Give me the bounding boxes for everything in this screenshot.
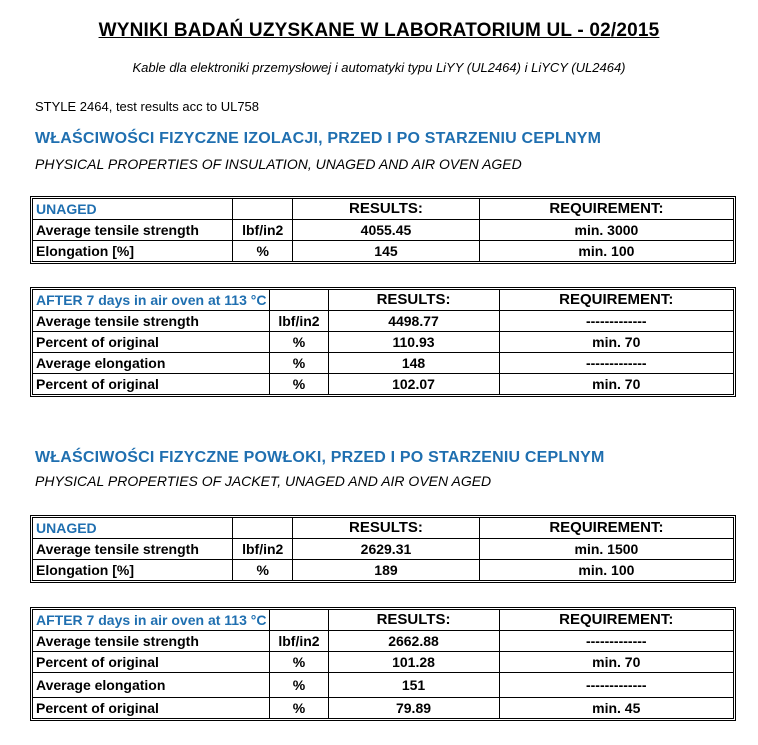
table-row — [33, 698, 733, 718]
result-cell: 110.93 — [329, 332, 500, 353]
table-header-results: RESULTS: — [329, 610, 500, 631]
table-header-requirement: REQUIREMENT: — [500, 610, 733, 631]
jacket-aged-table — [30, 607, 736, 721]
table-header-row — [33, 610, 733, 631]
requirement-cell: ------------- — [500, 673, 733, 698]
unit-cell: lbf/in2 — [270, 631, 328, 652]
property-cell: Average tensile strength — [33, 311, 270, 332]
table-row — [33, 374, 733, 394]
table-row — [33, 539, 733, 560]
requirement-cell: min. 1500 — [480, 539, 733, 560]
table-header-unit — [270, 290, 328, 311]
requirement-cell: min. 100 — [578, 243, 635, 259]
result-cell: 2662.88 — [329, 631, 500, 652]
unit-cell: % — [233, 241, 293, 261]
table-header-results: RESULTS: — [329, 290, 500, 311]
property-cell: Percent of original — [33, 698, 270, 718]
requirement-cell: min. 70 — [500, 332, 733, 353]
page-title: WYNIKI BADAŃ UZYSKANE W LABORATORIUM UL - 02/2015 — [98, 20, 660, 41]
unit-cell: % — [270, 698, 328, 718]
table-header-row — [33, 199, 733, 220]
property-cell: Average tensile strength — [33, 539, 233, 560]
property-cell: Percent of original — [33, 332, 270, 353]
requirement-cell: min. 70 — [500, 652, 733, 673]
table-header-unit — [270, 610, 328, 631]
unit-cell: % — [270, 353, 328, 374]
jacket-subheading: PHYSICAL PROPERTIES OF JACKET, UNAGED AND AIR OVEN AGED — [35, 473, 492, 489]
requirement-cell: min. 45 — [592, 700, 641, 716]
table-row — [33, 353, 733, 374]
result-cell: 4055.45 — [293, 220, 480, 241]
table-header-unit — [233, 199, 293, 220]
jacket-unaged-table — [30, 515, 736, 583]
table-row — [33, 311, 733, 332]
property-cell: Percent of original — [33, 652, 270, 673]
table-header-label: UNAGED — [33, 518, 233, 539]
unit-cell: % — [270, 374, 328, 394]
unit-cell: % — [233, 560, 293, 580]
result-cell: 145 — [293, 241, 480, 261]
table-row — [33, 673, 733, 698]
table-row — [33, 631, 733, 652]
result-cell: 2629.31 — [293, 539, 480, 560]
table-header-label: AFTER 7 days in air oven at 113 °C — [33, 610, 270, 631]
requirement-cell: min. 3000 — [480, 220, 733, 241]
insulation-aged-table — [30, 287, 736, 397]
result-cell: 151 — [329, 673, 500, 698]
table-header-row — [33, 518, 733, 539]
property-cell: Average tensile strength — [33, 220, 233, 241]
table-header-results: RESULTS: — [293, 199, 480, 220]
property-cell: Average elongation — [33, 353, 270, 374]
table-row — [33, 332, 733, 353]
property-cell: Average tensile strength — [33, 631, 270, 652]
table-row — [33, 560, 733, 580]
result-cell: 4498.77 — [329, 311, 500, 332]
table-header-requirement: REQUIREMENT: — [500, 290, 733, 311]
unit-cell: lbf/in2 — [270, 311, 328, 332]
requirement-cell: min. 70 — [592, 376, 641, 392]
unit-cell: % — [270, 652, 328, 673]
table-row — [33, 241, 733, 261]
jacket-heading: WŁAŚCIWOŚCI FIZYCZNE POWŁOKI, PRZED I PO STARZENIU CEPLNYM — [35, 449, 605, 466]
property-cell: Percent of original — [33, 374, 270, 394]
property-cell: Elongation [%] — [33, 560, 233, 580]
result-cell: 101.28 — [329, 652, 500, 673]
page-subtitle: Kable dla elektroniki przemysłowej i automatyki typu LiYY (UL2464) i LiYCY (UL2464) — [132, 60, 626, 75]
requirement-cell: ------------- — [500, 311, 733, 332]
table-header-results: RESULTS: — [293, 518, 480, 539]
result-cell: 189 — [293, 560, 480, 580]
requirement-cell: min. 100 — [578, 562, 635, 578]
unit-cell: % — [270, 673, 328, 698]
unit-cell: % — [270, 332, 328, 353]
table-row — [33, 652, 733, 673]
table-row — [33, 220, 733, 241]
table-header-label: AFTER 7 days in air oven at 113 °C — [33, 290, 270, 311]
unit-cell: lbf/in2 — [233, 220, 293, 241]
property-cell: Average elongation — [33, 673, 270, 698]
table-header-label: UNAGED — [33, 199, 233, 220]
requirement-cell: ------------- — [500, 353, 733, 374]
insulation-heading: WŁAŚCIWOŚCI FIZYCZNE IZOLACJI, PRZED I PO STARZENIU CEPLNYM — [35, 130, 602, 147]
insulation-unaged-table — [30, 196, 736, 264]
property-cell: Elongation [%] — [33, 241, 233, 261]
result-cell: 102.07 — [329, 374, 500, 394]
result-cell: 79.89 — [329, 698, 500, 718]
style-line: STYLE 2464, test results acc to UL758 — [35, 99, 260, 114]
insulation-subheading: PHYSICAL PROPERTIES OF INSULATION, UNAGED AND AIR OVEN AGED — [35, 156, 522, 172]
table-header-requirement: REQUIREMENT: — [480, 518, 733, 539]
requirement-cell: ------------- — [500, 631, 733, 652]
unit-cell: lbf/in2 — [233, 539, 293, 560]
table-header-row — [33, 290, 733, 311]
table-header-unit — [233, 518, 293, 539]
result-cell: 148 — [329, 353, 500, 374]
table-header-requirement: REQUIREMENT: — [480, 199, 733, 220]
